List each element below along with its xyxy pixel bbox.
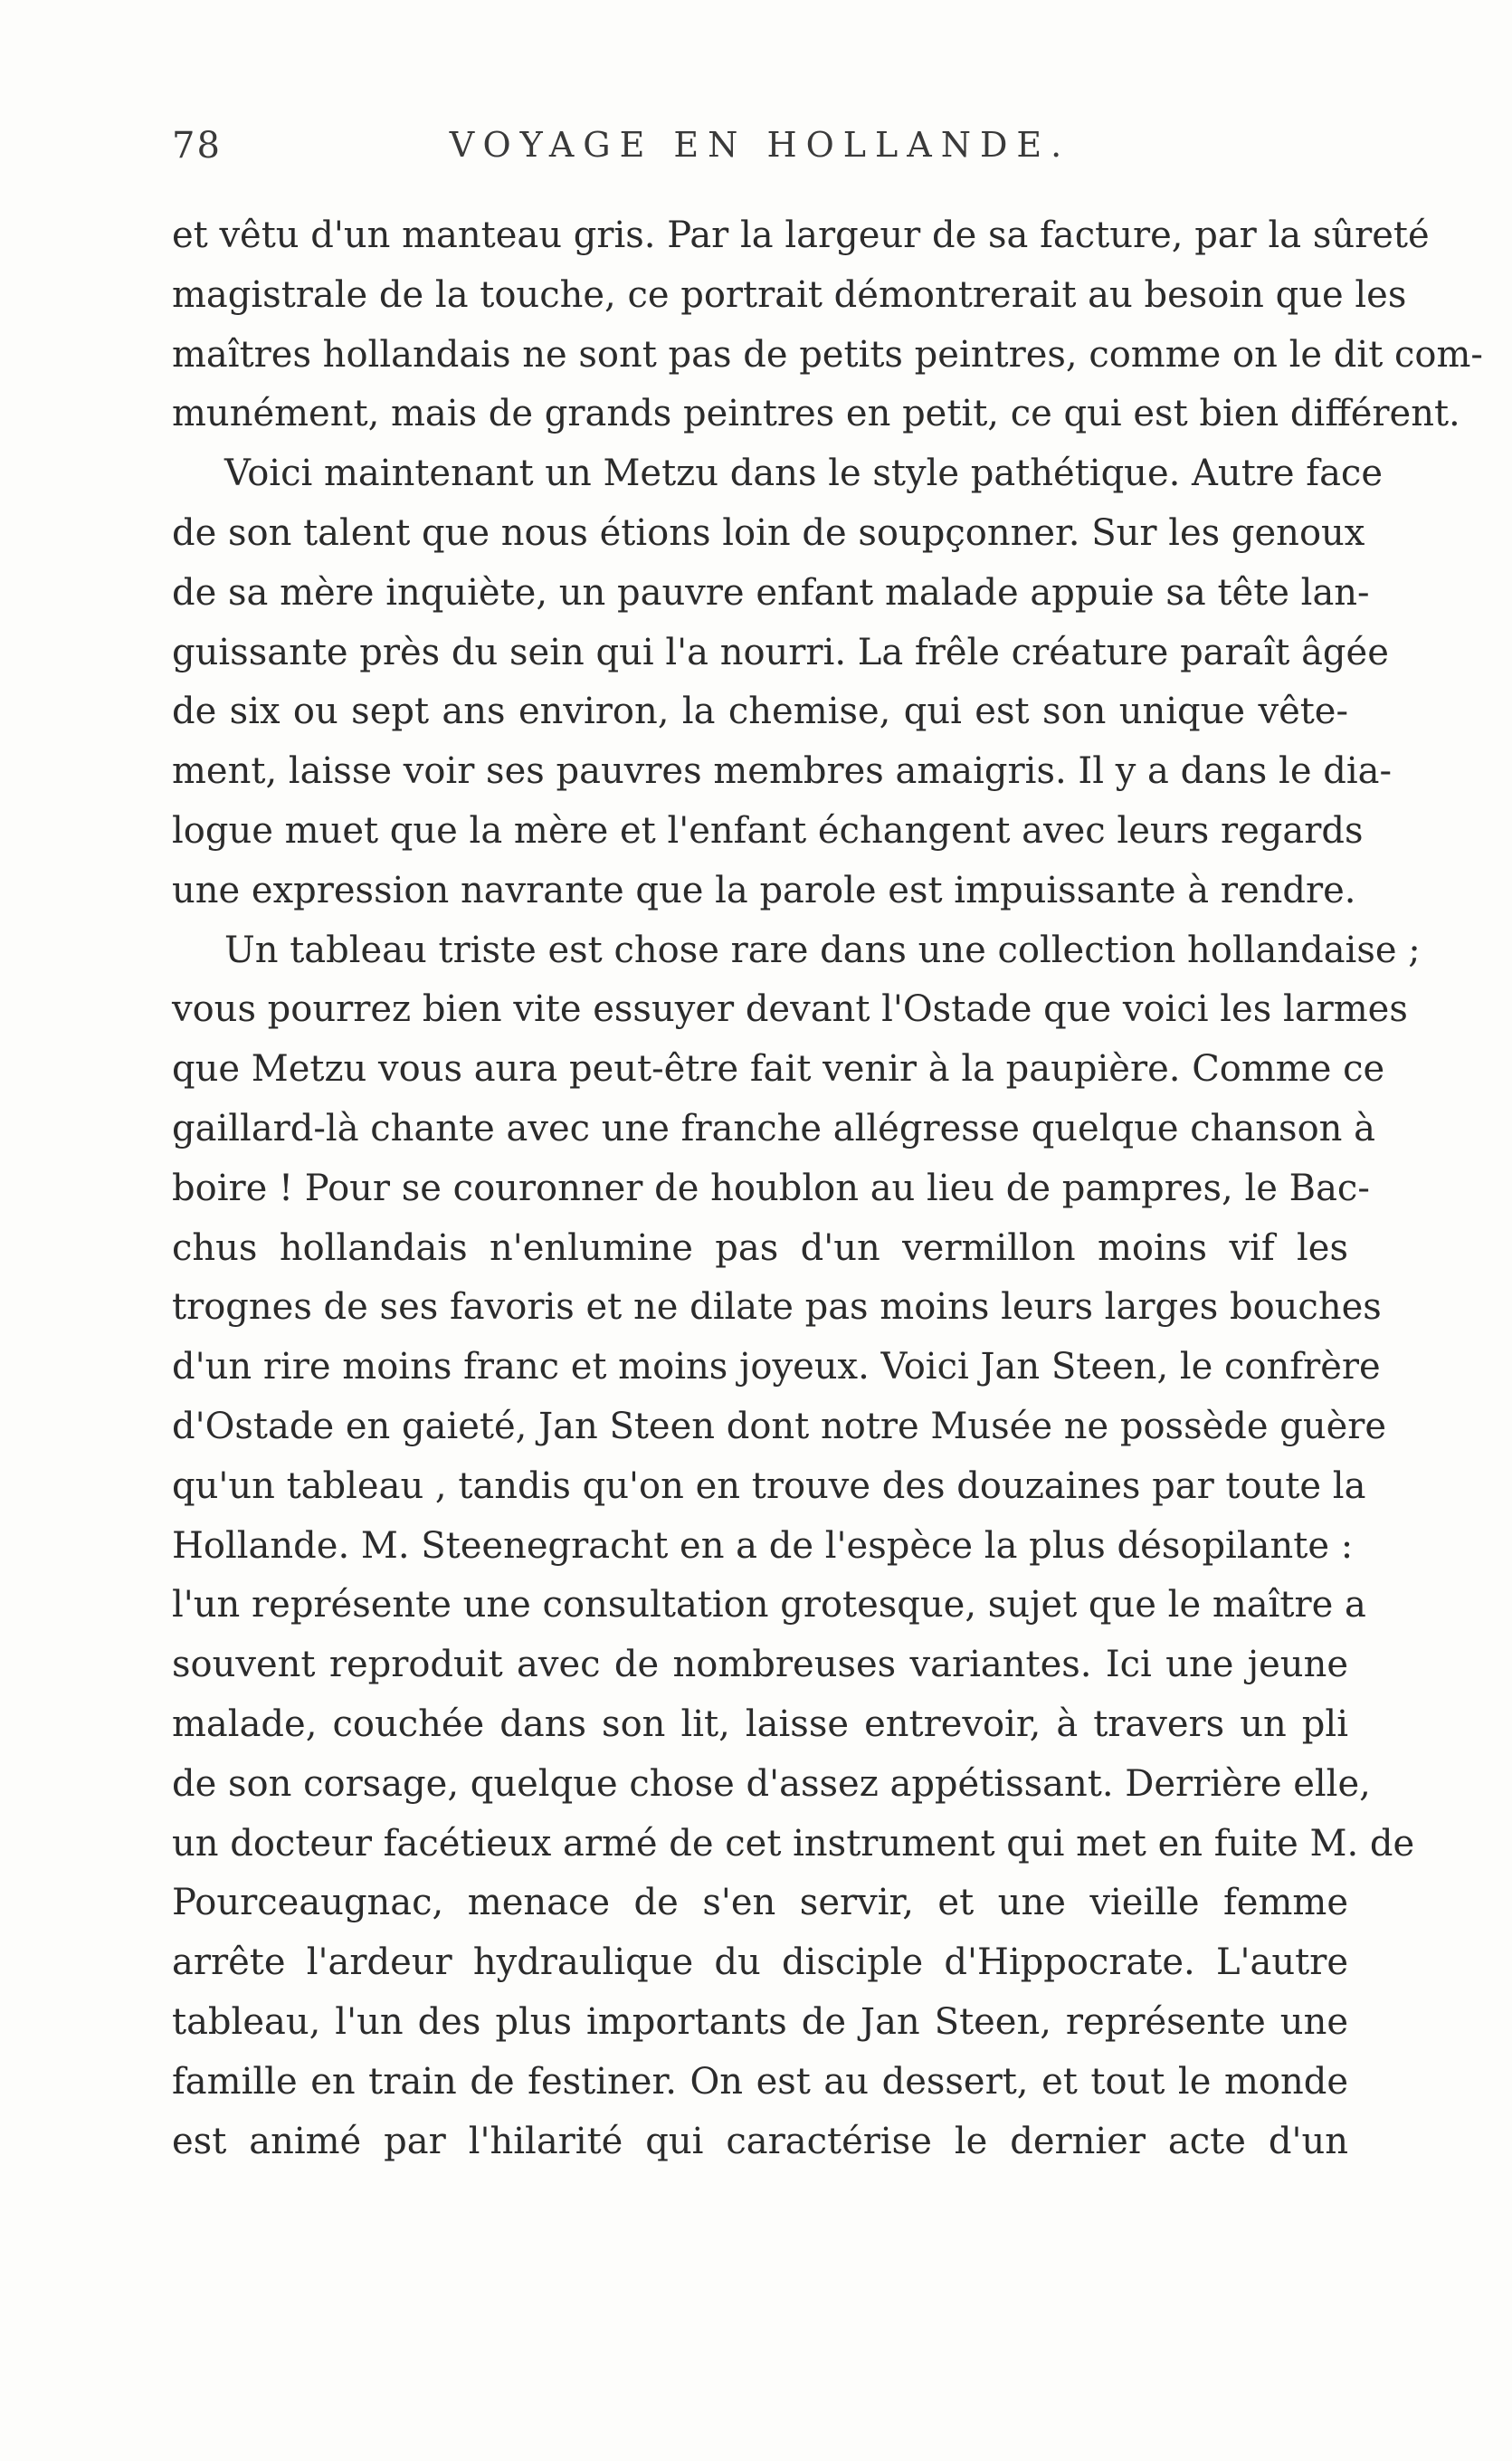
page-header [172,125,1348,179]
text-line: souvent reproduit avec de nombreuses variantes. Ici une jeune [172,1644,1348,1686]
running-title: VOYAGE EN HOLLANDE. [449,125,1071,165]
text-line: qu'un tableau , tandis qu'on en trouve des douzaines par toute la [172,1464,1366,1507]
text-line: arrête l'ardeur hydraulique du disciple d'Hippocrate. L'autre [172,1941,1348,1984]
text-line: ment, laisse voir ses pauvres membres amaigris. Il y a dans le dia- [172,750,1392,793]
text-line: de son corsage, quelque chose d'assez appétissant. Derrière elle, [172,1762,1371,1805]
text-line: boire ! Pour se couronner de houblon au lieu de pampres, le Bac- [172,1167,1370,1209]
text-line: de son talent que nous étions loin de soupçonner. Sur les genoux [172,511,1365,554]
paragraph-first-line: Voici maintenant un Metzu dans le style pathétique. Autre face [224,453,1383,495]
text-line: de six ou sept ans environ, la chemise, qui est son unique vête- [172,691,1348,733]
text-line: trognes de ses favoris et ne dilate pas moins leurs larges bouches [172,1286,1382,1329]
text-line: l'un représente une consultation grotesque, sujet que le maître a [172,1584,1366,1626]
text-line: munément, mais de grands peintres en petit, ce qui est bien différent. [172,393,1460,435]
text-line: d'un rire moins franc et moins joyeux. Voici Jan Steen, le confrère [172,1346,1381,1388]
text-line: malade, couchée dans son lit, laisse entrevoir, à travers un pli [172,1703,1348,1745]
text-line: un docteur facétieux armé de cet instrument qui met en fuite M. de [172,1822,1415,1865]
text-line: magistrale de la touche, ce portrait démontrerait au besoin que les [172,273,1407,316]
text-line: famille en train de festiner. On est au dessert, et tout le monde [172,2060,1348,2103]
page-number: 78 [172,125,222,167]
text-line: est animé par l'hilarité qui caractérise le dernier acte d'un [172,2120,1348,2162]
text-line: tableau, l'un des plus importants de Jan Steen, représente une [172,2000,1348,2043]
text-line: guissante près du sein qui l'a nourri. La frêle créature paraît âgée [172,631,1389,673]
text-line: logue muet que la mère et l'enfant échangent avec leurs regards [172,809,1364,852]
text-line: et vêtu d'un manteau gris. Par la largeur de sa facture, par la sûreté [172,215,1430,256]
text-line: de sa mère inquiète, un pauvre enfant malade appuie sa tête lan- [172,571,1370,614]
body-text [172,206,1483,2171]
text-line: vous pourrez bien vite essuyer devant l'Ostade que voici les larmes [172,988,1408,1031]
paragraph-first-line: Un tableau triste est chose rare dans une collection hollandaise ; [224,929,1421,971]
text-line: chus hollandais n'enlumine pas d'un vermillon moins vif les [172,1226,1348,1269]
text-line: une expression navrante que la parole est impuissante à rendre. [172,869,1356,911]
text-line: gaillard-là chante avec une franche allégresse quelque chanson à [172,1107,1375,1149]
text-line: Pourceaugnac, menace de s'en servir, et une vieille femme [172,1882,1348,1924]
text-line: d'Ostade en gaieté, Jan Steen dont notre Musée ne possède guère [172,1405,1387,1447]
text-line: maîtres hollandais ne sont pas de petits peintres, comme on le dit com- [172,333,1483,376]
text-line: que Metzu vous aura peut-être fait venir à la paupière. Comme ce [172,1048,1385,1091]
text-line: Hollande. M. Steenegracht en a de l'espèce la plus désopilante : [172,1524,1354,1567]
